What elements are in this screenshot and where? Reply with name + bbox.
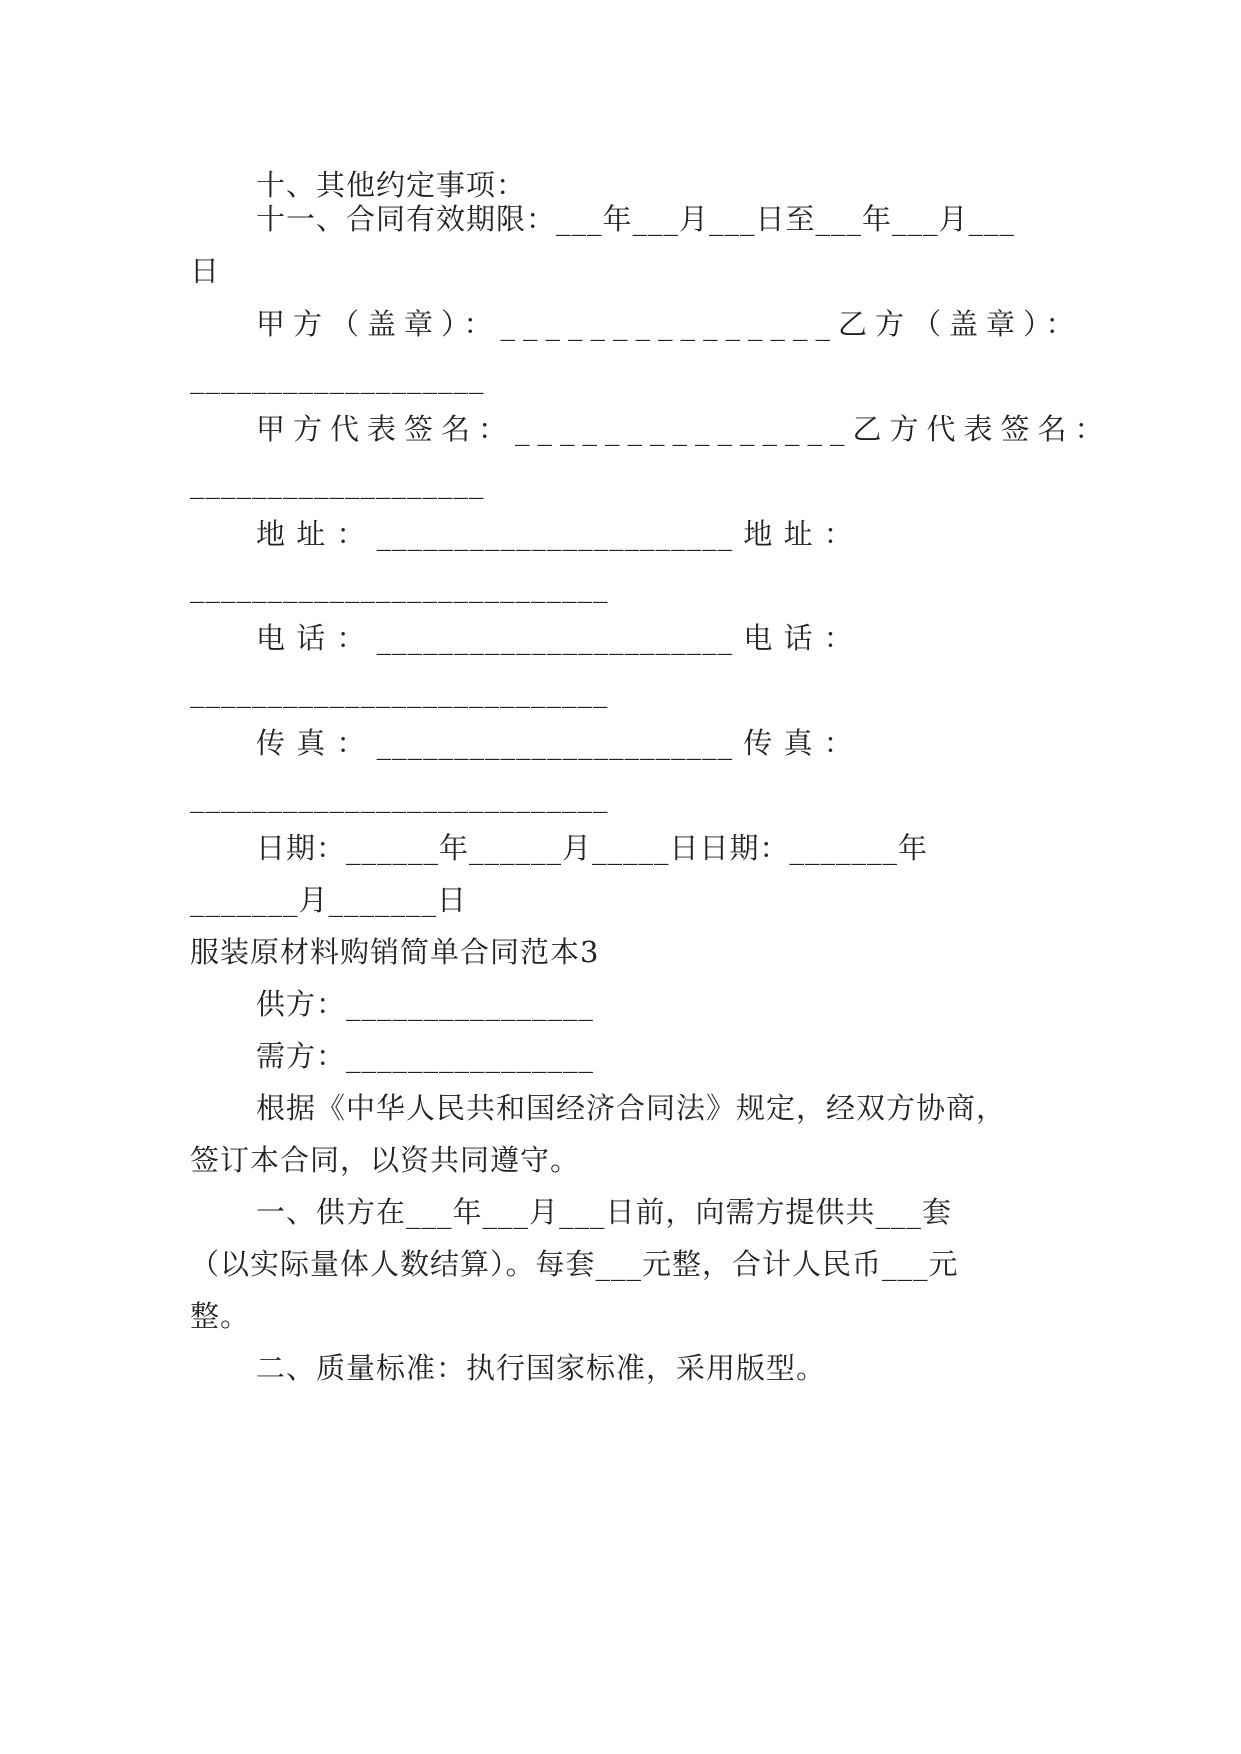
clause-2-quality-standard: 二、质量标准：执行国家标准，采用版型。 (256, 1351, 827, 1385)
party-b-representative-blank: ___________________ (190, 465, 485, 499)
clause-1-line-2: （以实际量体人数结算）。每套___元整，合计人民币___元 (190, 1247, 959, 1281)
phone-row: 电 话 ： _______________________ 电 话 ： (256, 621, 854, 655)
buyer-row: 需方：________________ (256, 1039, 595, 1073)
clause-10-other-matters: 十、其他约定事项： (256, 168, 527, 202)
clause-11-validity-period: 十一、合同有效期限：___年___月___日至___年___月___ (256, 202, 1016, 236)
date-row-continuation: _______月_______日 (190, 883, 468, 917)
date-row: 日期：______年______月_____日日期：_______年 (256, 831, 929, 865)
clause-1-line-1: 一、供方在___年___月___日前，向需方提供共___套 (256, 1195, 953, 1229)
preamble-line-2: 签订本合同，以资共同遵守。 (190, 1143, 581, 1177)
representative-signature-row: 甲方代表签名：_______________乙方代表签名： (256, 412, 1112, 446)
party-a-seal-row: 甲方（盖章）：_______________乙方（盖章）： (256, 307, 1083, 341)
clause-11-continuation: 日 (190, 254, 221, 288)
address-row: 地 址 ： _______________________ 地 址 ： (256, 517, 854, 551)
clause-1-line-3: 整。 (190, 1299, 251, 1333)
preamble-line-1: 根据《中华人民共和国经济合同法》规定，经双方协商， (256, 1091, 1007, 1125)
party-b-address-blank: ___________________________ (190, 569, 609, 603)
supplier-row: 供方：________________ (256, 987, 595, 1021)
party-b-phone-blank: ___________________________ (190, 674, 609, 708)
fax-row: 传 真 ： _______________________ 传 真 ： (256, 726, 854, 760)
party-b-seal-blank: ___________________ (190, 360, 485, 394)
section-title-sample-3: 服装原材料购销简单合同范本3 (190, 935, 600, 969)
party-b-fax-blank: ___________________________ (190, 779, 609, 813)
